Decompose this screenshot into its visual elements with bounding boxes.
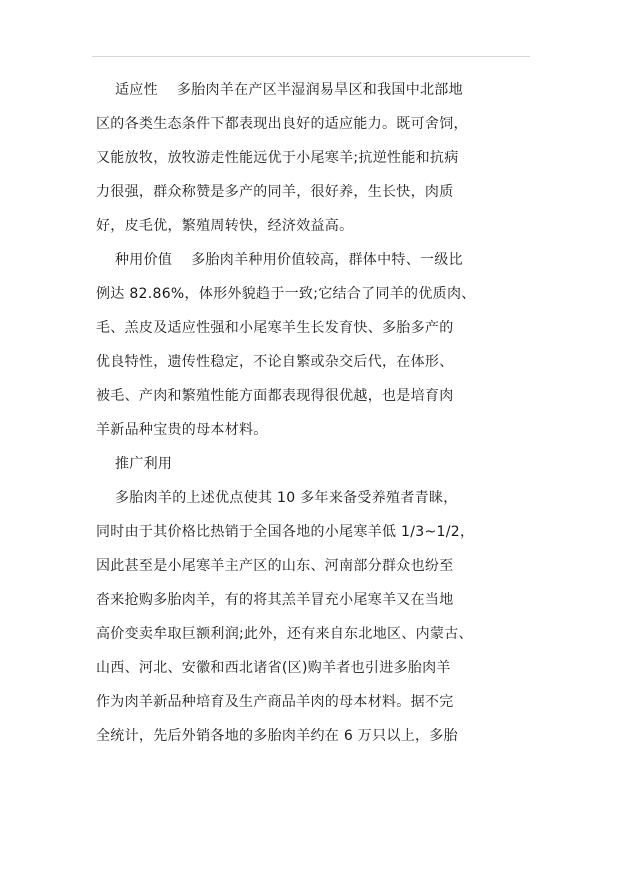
text-line: 区的各类生态条件下都表现出良好的适应能力。既可舍饲， bbox=[96, 116, 468, 132]
text-line: 高价变卖牟取巨额利润;此外，还有来自东北地区、内蒙古、 bbox=[96, 626, 473, 642]
text-line: 好，皮毛优，繁殖周转快，经济效益高。 bbox=[96, 218, 354, 234]
text-line: 因此甚至是小尾寒羊主产区的山东、河南部分群众也纷至 bbox=[96, 558, 454, 574]
text-line: 种用价值 多胎肉羊种用价值较高，群体中特、一级比 bbox=[96, 252, 463, 268]
text-line: 全统计，先后外销各地的多胎肉羊约在 6 万只以上，多胎 bbox=[96, 728, 458, 744]
text-line: 推广利用 bbox=[96, 456, 173, 472]
text-line: 毛、羔皮及适应性强和小尾寒羊生长发育快、多胎多产的 bbox=[96, 320, 454, 336]
text-line: 适应性 多胎肉羊在产区半湿润易旱区和我国中北部地 bbox=[96, 82, 463, 98]
text-line: 又能放牧，放牧游走性能远优于小尾寒羊;抗逆性能和抗病 bbox=[96, 150, 459, 166]
text-line: 山西、河北、安徽和西北诸省(区)购羊者也引进多胎肉羊 bbox=[96, 660, 451, 676]
text-line: 作为肉羊新品种培育及生产商品羊肉的母本材料。据不完 bbox=[96, 694, 454, 710]
text-line: 被毛、产肉和繁殖性能方面都表现得很优越，也是培育肉 bbox=[96, 388, 454, 404]
text-line: 力很强，群众称赞是多产的同羊，很好养，生长快，肉质 bbox=[96, 184, 454, 200]
text-line: 例达 82.86%，体形外貌趋于一致;它结合了同羊的优质肉、 bbox=[96, 286, 476, 302]
text-line: 优良特性，遗传性稳定，不论自繁或杂交后代，在体形、 bbox=[96, 354, 454, 370]
text-line: 羊新品种宝贵的母本材料。 bbox=[96, 422, 268, 438]
text-line: 同时由于其价格比热销于全国各地的小尾寒羊低 1/3~1/2， bbox=[96, 524, 475, 540]
text-line: 多胎肉羊的上述优点使其 10 多年来备受养殖者青睐， bbox=[96, 490, 458, 506]
text-line: 沓来抢购多胎肉羊，有的将其羔羊冒充小尾寒羊又在当地 bbox=[96, 592, 454, 608]
